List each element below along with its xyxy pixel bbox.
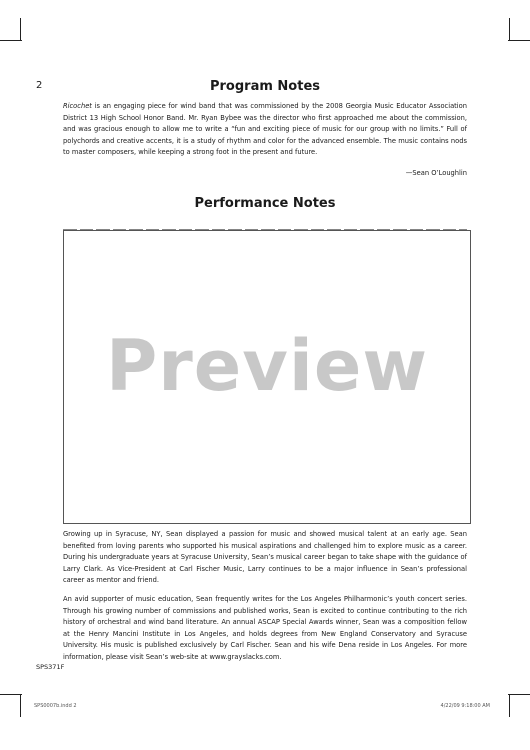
catalog-code: SPS371F [36, 663, 65, 671]
composer-attribution: —Sean O’Loughlin [405, 169, 467, 177]
crop-mark [508, 694, 530, 695]
slug-timestamp: 4/22/09 9:18:00 AM [440, 703, 490, 709]
bio-paragraph-1: Growing up in Syracuse, NY, Sean displayed a passion for music and showed musical talent at an early age. Sean benefited from loving parents who supported his musical aspirations and challenged him to explore music as a career. During his undergraduate years at Syracuse University, Sean’s musical career began to take shape with the guidance of Larry Clark. As Vice-President at Carl Fischer Music, Larry continues to be a major influence in Sean’s professional career as mentor and friend. [63, 530, 467, 585]
page-number: 2 [36, 80, 43, 91]
crop-mark [20, 18, 21, 40]
performance-notes-heading: Performance Notes [194, 196, 336, 211]
crop-mark [0, 694, 22, 695]
program-notes-body [63, 101, 467, 159]
program-notes-heading: Program Notes [209, 79, 320, 94]
crop-mark [20, 695, 21, 717]
bio-paragraph-2: An avid supporter of music education, Sean frequently writes for the Los Angeles Philharmonic’s youth concert series. Through his growing number of commissions and published works, Sean is excited to continue contributing to the rich history of orchestral and wind band literature. An annual ASCAP Special Awards winner, Sean was a composition fellow at the Henry Mancini Institute in Los Angeles, and holds degrees from New England Conservatory and Syracuse University. His music is published exclusively by Carl Fischer. Sean and his wife Dena reside in Los Angeles. For more information, please visit Sean’s web-site at www.grayslacks.com. [63, 595, 467, 661]
program-notes-text: is an engaging piece for wind band that was commissioned by the 2008 Georgia Music Educator Association District 13 High School Honor Band. Mr. Ryan Bybee was the director who first approached me about the commission, and was gracious enough to allow me to write a “fun and exciting piece of music for our group with no limits.” Full of polychords and creative accents, it is a study of rhythm and color for the advanced ensemble. The music contains nods to master composers, while keeping a strong foot in the present and future. [63, 102, 467, 157]
crop-mark [508, 40, 530, 41]
preview-watermark: Preview [105, 325, 429, 407]
crop-mark [509, 18, 510, 40]
piece-title: Ricochet [63, 102, 92, 110]
crop-mark [0, 40, 22, 41]
crop-mark [509, 695, 510, 717]
preview-box [63, 230, 471, 524]
slug-filename: SPS0007b.indd 2 [34, 703, 77, 709]
